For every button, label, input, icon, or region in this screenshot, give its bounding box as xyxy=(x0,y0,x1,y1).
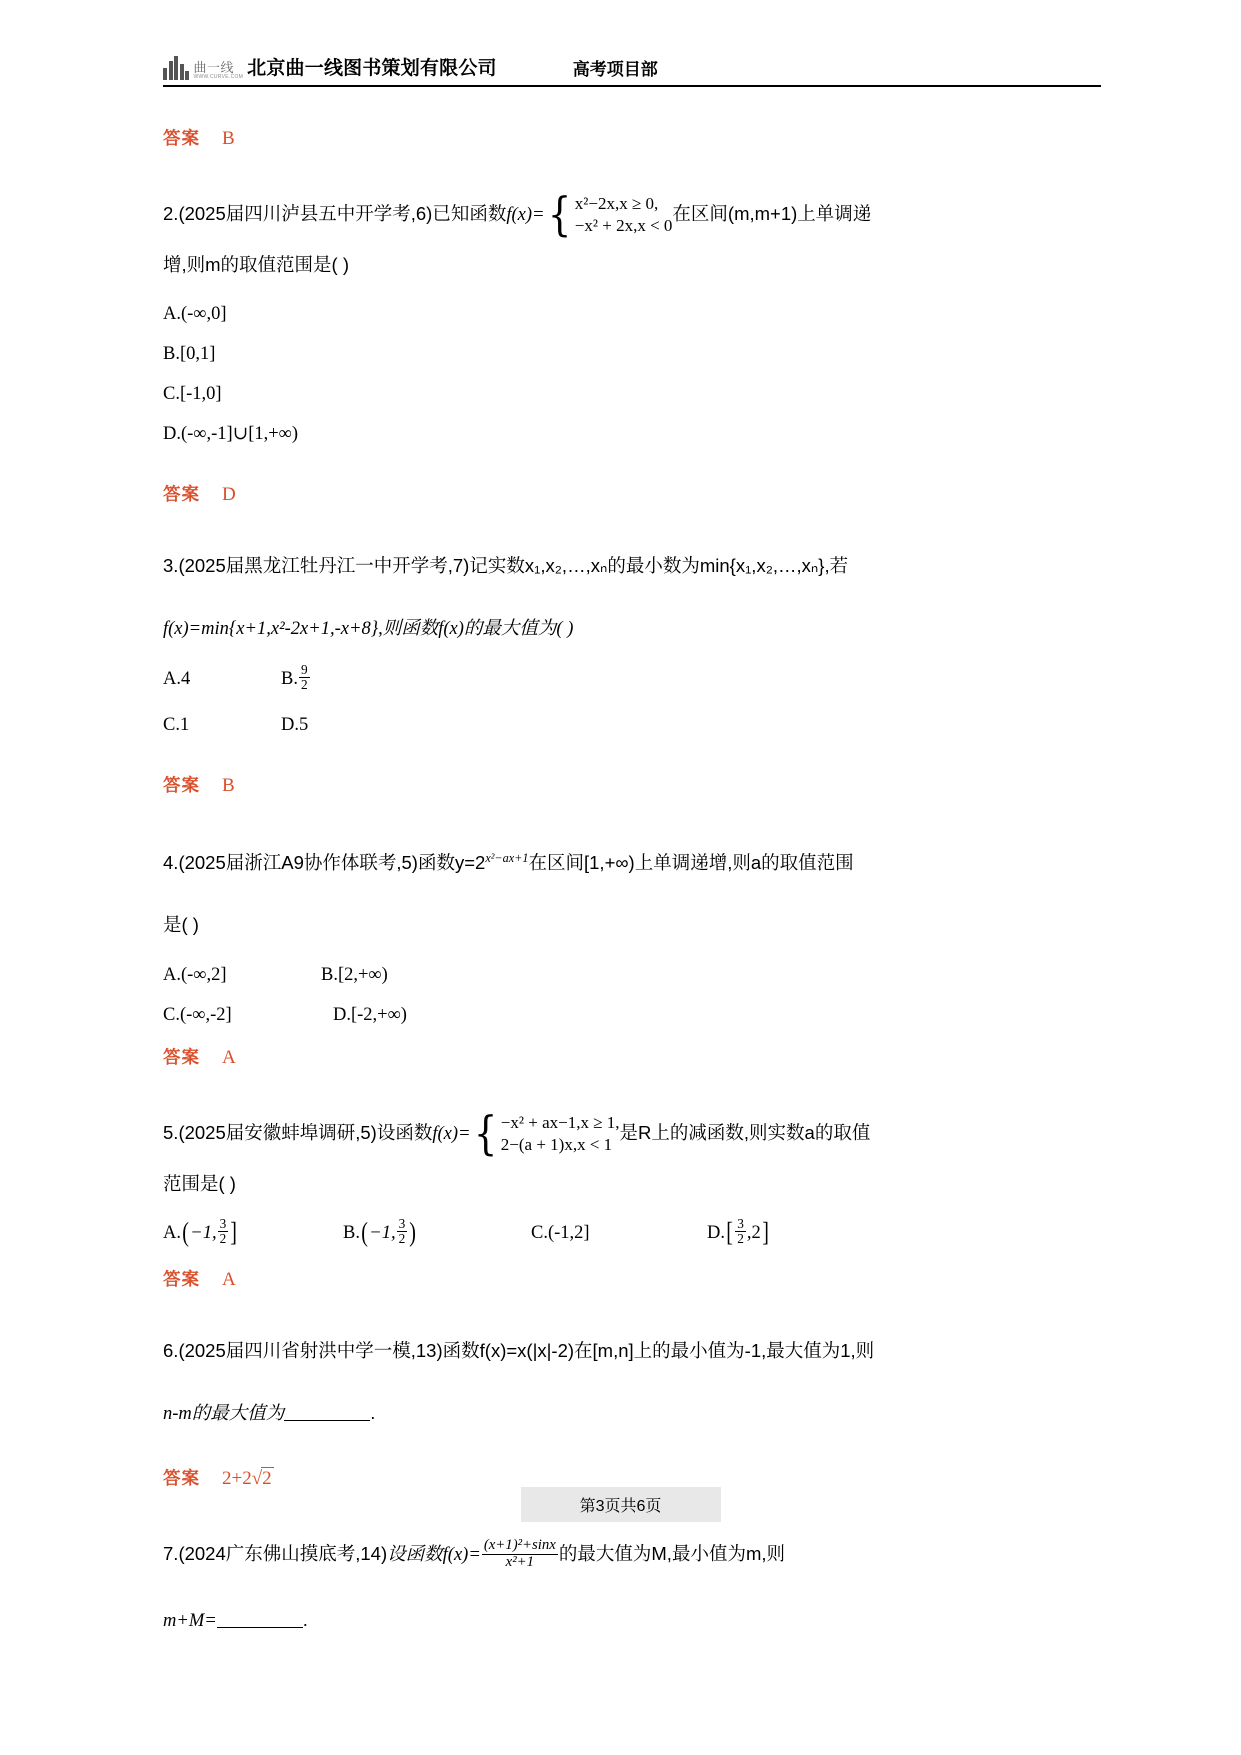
question-stem: 函数y=2 xyxy=(417,851,486,873)
question-number: 3. xyxy=(163,555,179,577)
answer-value: A xyxy=(222,1268,236,1290)
option-d[interactable]: D.(-∞,-1]∪[1,+∞) xyxy=(163,423,299,444)
piecewise-branch-2: −x² + 2x,x < 0 xyxy=(574,215,673,235)
option-b-prefix: B. xyxy=(281,669,298,690)
fraction-3-2: $\frac{3}{2}$ xyxy=(737,1215,744,1246)
question-4 xyxy=(163,834,1101,887)
piecewise-function xyxy=(545,187,673,241)
logo-text-en: WWW.CURVE.COM xyxy=(193,74,244,80)
left-bracket: [ xyxy=(726,1217,733,1249)
right-bracket: ] xyxy=(762,1217,769,1249)
option-row xyxy=(163,374,1101,414)
question-stem: 设函数f(x)= xyxy=(387,1544,481,1565)
question-4-options xyxy=(163,955,1101,1035)
answer-label: 答案 xyxy=(163,128,200,148)
question-source: (2024广东佛山摸底考,14) xyxy=(178,1542,388,1564)
function-notation: f(x)= xyxy=(506,204,545,225)
option-c[interactable]: C.1 xyxy=(163,715,190,736)
option-a[interactable]: A.(-∞,2] xyxy=(163,964,227,985)
publisher-logo xyxy=(163,54,245,80)
piecewise-branch-1: x²−2x,x ≥ 0, xyxy=(574,194,659,214)
option-row xyxy=(163,995,1101,1035)
question-stem-tail: 在区间[1,+∞)上单调递增,则a的取值范围 xyxy=(528,851,854,873)
question-source: (2025届安徽蚌埠调研,5) xyxy=(178,1121,377,1143)
question-stem-tail: 是R上的减函数,则实数a的取值 xyxy=(619,1121,871,1143)
question-5 xyxy=(163,1106,1101,1161)
option-d[interactable]: D.5 xyxy=(281,715,309,736)
option-b[interactable] xyxy=(281,659,311,699)
question-stem-line2: 增,则m的取值范围是( ) xyxy=(163,253,350,275)
question-source: (2025届四川省射洪中学一模,13) xyxy=(178,1340,443,1362)
function-notation: f(x)= xyxy=(432,1123,471,1144)
option-row xyxy=(163,659,1101,699)
answer-line xyxy=(163,1267,1101,1294)
question-stem: 设函数 xyxy=(376,1121,433,1143)
question-5-line2 xyxy=(163,1161,1101,1207)
fraction-9-2: $\frac{9}{2}$ xyxy=(300,662,308,693)
option-row xyxy=(163,414,1101,454)
question-source: (2025届黑龙江牡丹江一中开学考,7) xyxy=(178,555,470,577)
answer-value: B xyxy=(222,775,235,797)
option-a[interactable]: A.(-∞,0] xyxy=(163,303,227,324)
option-c[interactable]: C.[-1,0] xyxy=(163,383,222,404)
question-3-options xyxy=(163,659,1101,745)
right-bracket: ] xyxy=(230,1217,238,1249)
question-stem: 函数f(x)=x(|x|-2)在[m,n]上的最小值为-1,最大值为1,则 xyxy=(442,1340,875,1362)
header-divider xyxy=(163,85,1101,87)
page-footer xyxy=(0,1487,1241,1522)
page-header xyxy=(163,0,1101,98)
question-source: (2025届四川泸县五中开学考,6) xyxy=(178,202,433,224)
question-number: 6. xyxy=(163,1340,179,1362)
answer-value: 2+2√2 xyxy=(222,1468,274,1489)
fill-in-blank[interactable] xyxy=(284,1402,370,1422)
option-row xyxy=(163,334,1101,374)
question-2 xyxy=(163,187,1101,242)
answer-line xyxy=(163,482,1101,509)
question-stem-line2: 范围是( ) xyxy=(163,1172,236,1194)
rational-expression: $\frac{\text{(x+1)²+sinx}}{\text{x²+1}}$ xyxy=(483,1537,556,1570)
option-a[interactable]: A.4 xyxy=(163,669,191,690)
option-b[interactable]: B.[2,+∞) xyxy=(321,964,388,985)
option-d[interactable]: D.[ $\frac{3}{2}$ ,2] xyxy=(707,1215,769,1249)
question-stem-line2: m+M= xyxy=(163,1610,217,1631)
question-stem-tail: 的最大值为M,最小值为m,则 xyxy=(558,1542,785,1564)
company-name: 北京曲一线图书策划有限公司 xyxy=(247,58,497,79)
question-stem: 已知函数 xyxy=(432,202,507,224)
option-d[interactable]: D.[-2,+∞) xyxy=(333,1004,407,1025)
question-number: 2. xyxy=(163,202,179,224)
answer-value: B xyxy=(222,128,235,149)
exponent: x²−ax+1 xyxy=(485,850,529,865)
answer-label: 答案 xyxy=(163,1268,200,1289)
page-content xyxy=(163,0,1101,1645)
option-a[interactable]: A.(−1, $\frac{3}{2}$ ] xyxy=(163,1215,238,1249)
answer-label: 答案 xyxy=(163,483,200,504)
question-6 xyxy=(163,1327,1101,1375)
question-5-options xyxy=(163,1213,1101,1253)
answer-value: D xyxy=(222,483,236,505)
option-b[interactable]: B.(−1, $\frac{3}{2}$ ) xyxy=(343,1215,417,1249)
piecewise-branch-1: −x² + ax−1,x ≥ 1, xyxy=(500,1113,620,1133)
question-7 xyxy=(163,1527,1101,1582)
option-row xyxy=(163,955,1101,995)
option-row xyxy=(163,705,1101,745)
right-paren: ) xyxy=(409,1217,417,1249)
question-stem: 记实数x₁,x₂,…,xₙ的最小数为min{x₁,x₂,…,xₙ},若 xyxy=(469,555,849,577)
option-c[interactable]: C.(-∞,-2] xyxy=(163,1004,232,1025)
answer-label: 答案 xyxy=(163,775,200,796)
question-number: 5. xyxy=(163,1121,179,1143)
answer-label: 答案 xyxy=(163,1468,200,1489)
answer-label: 答案 xyxy=(163,1046,200,1067)
left-paren: ( xyxy=(182,1217,189,1249)
left-brace-icon: { xyxy=(473,1105,497,1160)
question-6-line2: n-m的最大值为 . xyxy=(163,1402,376,1425)
left-brace-icon: { xyxy=(547,187,571,241)
option-c[interactable]: C.(-1,2] xyxy=(531,1222,590,1243)
question-number: 7. xyxy=(163,1542,179,1564)
question-4-line2 xyxy=(163,901,1101,949)
department-name: 高考项目部 xyxy=(572,60,658,79)
fill-in-blank[interactable] xyxy=(217,1608,303,1628)
option-row xyxy=(163,1213,1101,1253)
bar-chart-icon xyxy=(163,56,191,80)
answer-line xyxy=(163,773,1101,800)
answer-value: A xyxy=(222,1046,236,1068)
question-source: (2025届浙江A9协作体联考,5) xyxy=(178,851,418,873)
question-2-options xyxy=(163,294,1101,454)
question-2-line2 xyxy=(163,242,1101,288)
logo-text-cn: 曲一线 xyxy=(193,60,235,75)
fraction-3-2: $\frac{3}{2}$ xyxy=(398,1215,406,1246)
question-stem-line2: 是( ) xyxy=(163,913,199,935)
option-b[interactable]: B.[0,1] xyxy=(163,343,216,364)
question-stem-line2: n-m的最大值为 xyxy=(163,1404,285,1425)
question-number: 4. xyxy=(163,851,179,873)
piecewise-branch-2: 2−(a + 1)x,x < 1 xyxy=(500,1134,613,1154)
question-stem-line2: f(x)=min{x+1,x²-2x+1,-x+8},则函数f(x)的最大值为( ) xyxy=(163,619,574,640)
option-row xyxy=(163,294,1101,334)
question-7-line2: m+M= . xyxy=(163,1608,308,1631)
page-number: 第3页共6页 xyxy=(521,1487,721,1522)
left-paren: ( xyxy=(361,1217,368,1249)
question-3 xyxy=(163,542,1101,590)
answer-line xyxy=(163,126,1101,153)
fraction-3-2: $\frac{3}{2}$ xyxy=(219,1215,227,1246)
square-root-icon: √2 xyxy=(251,1468,272,1490)
piecewise-function xyxy=(471,1105,620,1160)
question-stem-tail: 在区间(m,m+1)上单调递 xyxy=(672,202,872,224)
answer-line xyxy=(163,1045,1101,1072)
question-3-line2 xyxy=(163,604,1101,653)
